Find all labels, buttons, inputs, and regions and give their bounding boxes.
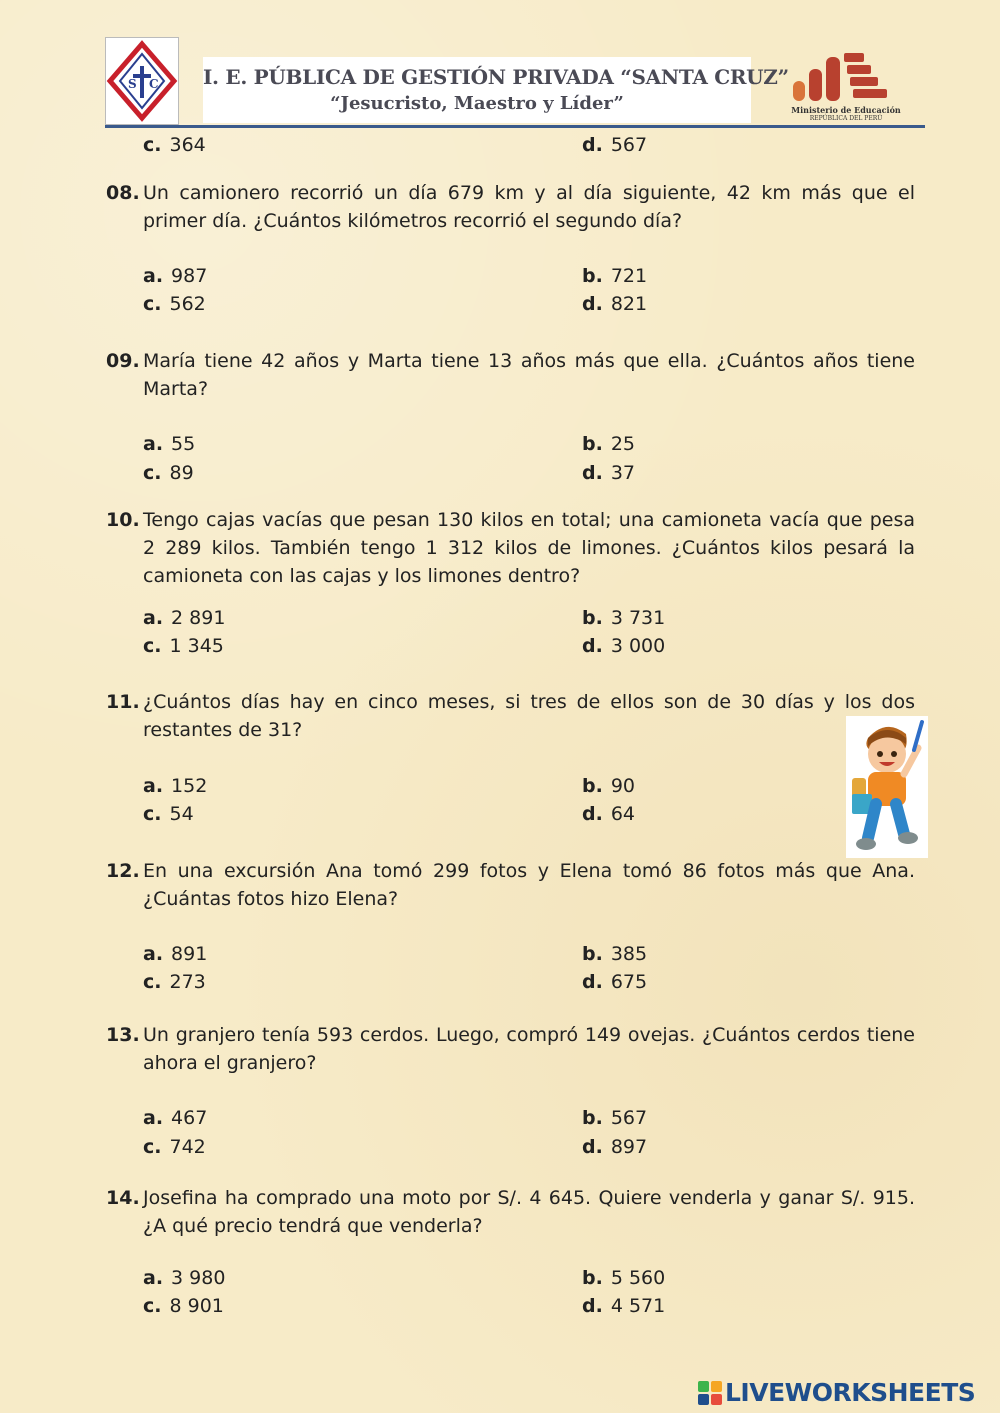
- option-c[interactable]: c. 1 345: [143, 635, 224, 657]
- question-text: Tengo cajas vacías que pesan 130 kilos en total; una camioneta vacía que pesa 2 289 kilos. También tengo 1 312 kilos de limones. ¿Cuántos kilos pesará la camioneta con las cajas y los limones dentro?: [143, 509, 915, 587]
- page-header: [105, 37, 925, 129]
- ministry-country: REPÚBLICA DEL PERÚ: [809, 115, 883, 122]
- option-d[interactable]: d. 675: [582, 971, 648, 993]
- option-b[interactable]: b. 721: [582, 265, 648, 287]
- option-c: c. 364: [143, 134, 206, 156]
- question-text: María tiene 42 años y Marta tiene 13 años más que ella. ¿Cuántos años tiene Marta?: [143, 350, 915, 400]
- option-b[interactable]: b. 385: [582, 943, 648, 965]
- question-number: 14.: [106, 1187, 140, 1209]
- option-a[interactable]: a. 152: [143, 775, 208, 797]
- question-text: Josefina ha comprado una moto por S/. 4 645. Quiere venderla y ganar S/. 915. ¿A qué precio tendrá que venderla?: [143, 1187, 915, 1237]
- option-a[interactable]: a. 2 891: [143, 607, 226, 629]
- option-c[interactable]: c. 54: [143, 803, 194, 825]
- ministry-name: Ministerio de Educación: [791, 105, 901, 115]
- option-d[interactable]: d. 897: [582, 1136, 648, 1158]
- question-number: 09.: [106, 350, 140, 372]
- option-d[interactable]: d. 64: [582, 803, 636, 825]
- option-b[interactable]: b. 5 560: [582, 1267, 666, 1289]
- option-d[interactable]: d. 4 571: [582, 1295, 666, 1317]
- option-d: d. 567: [582, 134, 648, 156]
- option-c[interactable]: c. 89: [143, 462, 194, 484]
- question-number: 10.: [106, 509, 140, 531]
- question-number: 13.: [106, 1024, 140, 1046]
- school-title-box: [203, 57, 789, 123]
- option-b[interactable]: b. 90: [582, 775, 636, 797]
- option-a[interactable]: a. 55: [143, 433, 196, 455]
- question-text: En una excursión Ana tomó 299 fotos y Elena tomó 86 fotos más que Ana. ¿Cuántas fotos hizo Elena?: [143, 860, 915, 910]
- option-b[interactable]: b. 3 731: [582, 607, 666, 629]
- header-divider: [105, 125, 925, 128]
- question-text: ¿Cuántos días hay en cinco meses, si tres de ellos son de 30 días y los dos restantes de 31?: [143, 691, 915, 741]
- option-a[interactable]: a. 467: [143, 1107, 208, 1129]
- option-c[interactable]: c. 273: [143, 971, 206, 993]
- option-c[interactable]: c. 8 901: [143, 1295, 224, 1317]
- question-number: 12.: [106, 860, 140, 882]
- svg-text:S: S: [128, 77, 137, 91]
- option-d[interactable]: d. 37: [582, 462, 636, 484]
- student-illustration: [846, 716, 928, 858]
- option-b[interactable]: b. 25: [582, 433, 636, 455]
- school-title: I. E. PÚBLICA DE GESTIÓN PRIVADA “SANTA CRUZ”: [203, 65, 789, 89]
- question-number: 08.: [106, 182, 140, 204]
- ministry-logo: [789, 49, 903, 121]
- option-a[interactable]: a. 3 980: [143, 1267, 226, 1289]
- option-b[interactable]: b. 567: [582, 1107, 648, 1129]
- school-motto: “Jesucristo, Maestro y Líder”: [330, 93, 624, 114]
- school-logo: [105, 37, 179, 125]
- svg-text:C: C: [149, 77, 159, 91]
- question-text: Un camionero recorrió un día 679 km y al día siguiente, 42 km más que el primer día. ¿Cuántos kilómetros recorrió el segundo día?: [143, 182, 915, 232]
- brand-name: LIVEWORKSHEETS: [725, 1378, 976, 1407]
- option-c[interactable]: c. 562: [143, 293, 206, 315]
- question-text: Un granjero tenía 593 cerdos. Luego, compró 149 ovejas. ¿Cuántos cerdos tiene ahora el granjero?: [143, 1024, 915, 1074]
- option-c[interactable]: c. 742: [143, 1136, 206, 1158]
- liveworksheets-icon: [697, 1380, 723, 1406]
- option-a[interactable]: a. 987: [143, 265, 208, 287]
- option-d[interactable]: d. 3 000: [582, 635, 666, 657]
- option-a[interactable]: a. 891: [143, 943, 208, 965]
- question-number: 11.: [106, 691, 140, 713]
- option-d[interactable]: d. 821: [582, 293, 648, 315]
